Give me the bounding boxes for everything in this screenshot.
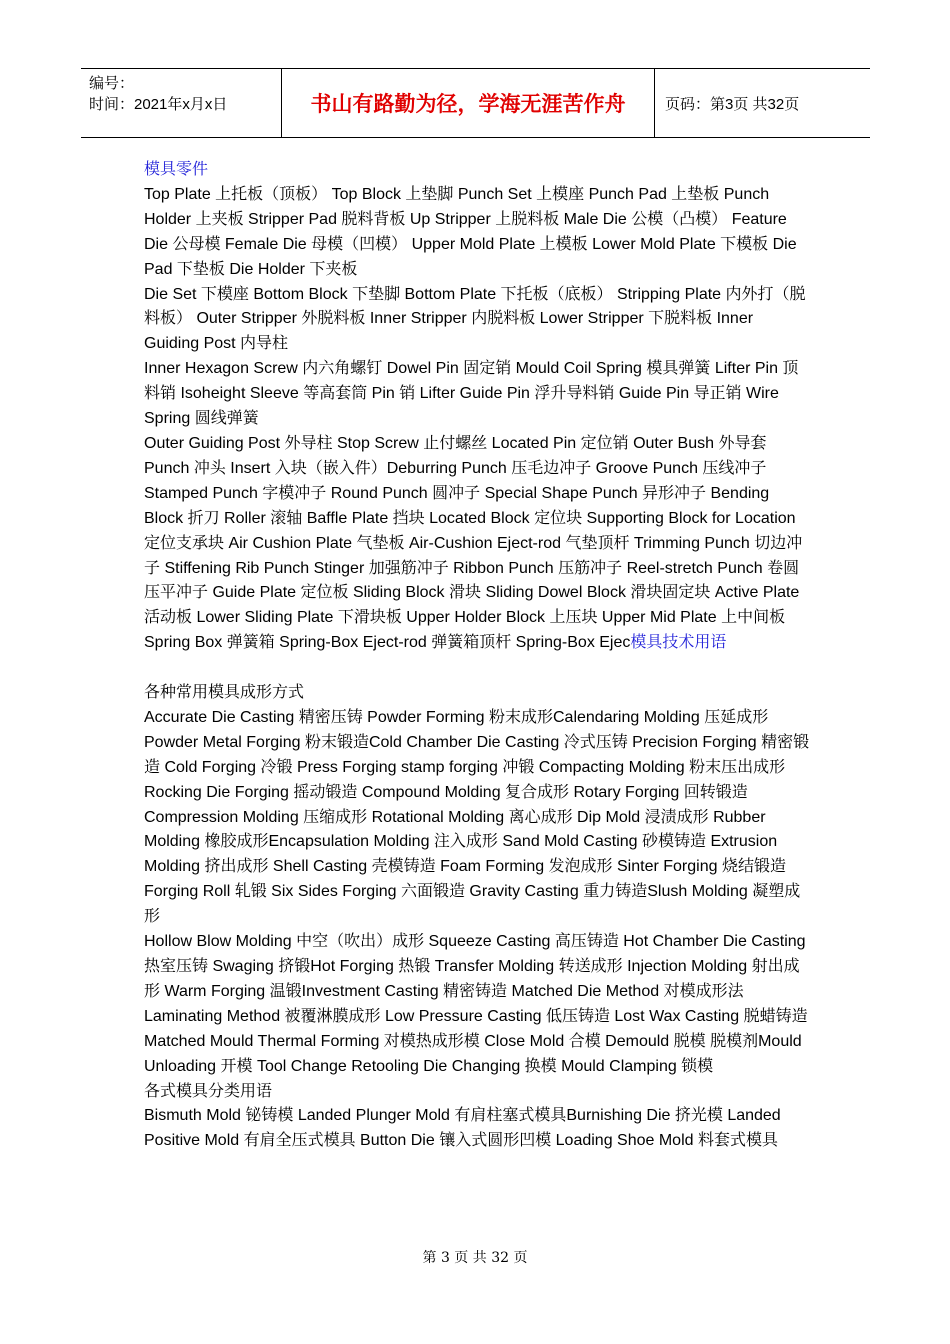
parts-paragraph: Outer Guiding Post 外导柱 Stop Screw 止付螺丝 Located Pin 定位销 Outer Bush 外导套 Punch 冲头 Insert 入块（嵌入件）Deburring Punch 压毛边冲子 Groove Punch 压线冲子 Stamped Punch 字模冲子 Round Punch 圆冲子 Special Shape Punch 异形冲子 Bending Block 折刀 Roller 滚轴 Baffle Plate 挡块 Located Block 定位块 Supporting Block for Location 定位支承块 Air Cushion Plate 气垫板 Air-Cushion Eject-rod 气垫顶杆 Trimming Punch 切边冲子 Stiffening Rib Punch Stinger 加强筋冲子 Ribbon Punch 压筋冲子 Reel-stretch Punch 卷圆压平冲子 Guide Plate 定位板 Sliding Block 滑块 Sliding Dowel Block 滑块固定块 Active Plate 活动板 Lower Sliding Plate 下滑块板 Upper Holder Block 上压块 Upper Mid Plate 上中间板 Spring Box 弹簧箱 Spring-Box Eject-rod 弹簧箱顶杆 Spring-Box Ejec (144, 434, 803, 652)
motto: 书山有路勤为径，学海无涯苦作舟 (282, 69, 655, 137)
tech-terms-title: 模具技术用语 (630, 634, 727, 652)
time-label: 时间：2021年x月x日 (89, 96, 228, 113)
parts-paragraph: Die Set 下模座 Bottom Block 下垫脚 Bottom Plate 下托板（底板） Stripping Plate 内外打（脱料板） Outer Stripper 外脱料板 Inner Stripper 内脱料板 Lower Stripper 下脱料板 Inner Guiding Post 内导柱 (144, 285, 806, 353)
page-footer: 第 3 页 共 32 页 (422, 1250, 528, 1266)
paragraph-gap (144, 656, 812, 681)
number-label: 编号： (89, 75, 135, 92)
classify-section-title: 各式模具分类用语 (144, 1082, 273, 1100)
forming-section-title: 各种常用模具成形方式 (144, 684, 305, 702)
forming-paragraph: Hollow Blow Molding 中空（吹出）成形 Squeeze Casting 高压铸造 Hot Chamber Die Casting 热室压铸 Swaging 挤锻Hot Forging 热锻 Transfer Molding 转送成形 Injection Molding 射出成形 Warm Forging 温锻Investment Casting 精密铸造 Matched Die Method 对模成形法 Laminating Method 被覆淋膜成形 Low Pressure Casting 低压铸造 Lost Wax Casting 脱蜡铸造 Matched Mould Thermal Forming 对模热成形模 Close Mold 合模 Demould 脱模 脱模剂Mould Unloading 开模 Tool Change Retooling Die Changing 换模 Mould Clamping 锁模 (144, 933, 808, 1075)
document-body (144, 158, 812, 1154)
parts-paragraph-with-link (144, 432, 812, 656)
page-header (81, 68, 870, 138)
parts-paragraph: Top Plate 上托板（顶板） Top Block 上垫脚 Punch Set 上模座 Punch Pad 上垫板 Punch Holder 上夹板 Stripper Pad 脱料背板 Up Stripper 上脱料板 Male Die 公模（凸模） Feature Die 公母模 Female Die 母模（凹模） Upper Mold Plate 上模板 Lower Mold Plate 下模板 Die Pad 下垫板 Die Holder 下夹板 (144, 185, 797, 278)
header-meta-cell (81, 69, 282, 137)
parts-paragraph: Inner Hexagon Screw 内六角螺钉 Dowel Pin 固定销 Mould Coil Spring 模具弹簧 Lifter Pin 顶料销 Isoheight Sleeve 等高套筒 Pin 销 Lifter Guide Pin 浮升导料销 Guide Pin 导正销 Wire Spring 圆线弹簧 (144, 360, 799, 428)
forming-paragraph: Accurate Die Casting 精密压铸 Powder Forming 粉末成形Calendaring Molding 压延成形 Powder Metal Forging 粉末锻造Cold Chamber Die Casting 冷式压铸 Precision Forging 精密锻造 Cold Forging 冷锻 Press Forging stamp forging 冲锻 Compacting Molding 粉末压出成形 Rocking Die Forging 摇动锻造 Compound Molding 复合成形 Rotary Forging 回转锻造Compression Molding 压缩成形 Rotational Molding 离心成形 Dip Mold 浸渍成形 Rubber Molding 橡胶成形Encapsulation Molding 注入成形 Sand Mold Casting 砂模铸造 Extrusion Molding 挤出成形 Shell Casting 壳模铸造 Foam Forming 发泡成形 Sinter Forging 烧结锻造 Forging Roll 轧锻 Six Sides Forging 六面锻造 Gravity Casting 重力铸造Slush Molding 凝塑成形 (144, 708, 810, 926)
classify-paragraph: Bismuth Mold 铋铸模 Landed Plunger Mold 有肩柱塞式模具Burnishing Die 挤光模 Landed Positive Mold 有肩全压式模具 Button Die 镶入式圆形凹模 Loading Shoe Mold 料套式模具 (144, 1107, 781, 1150)
parts-section-title: 模具零件 (144, 161, 209, 178)
page-code: 页码：第3页 共32页 (665, 95, 800, 113)
